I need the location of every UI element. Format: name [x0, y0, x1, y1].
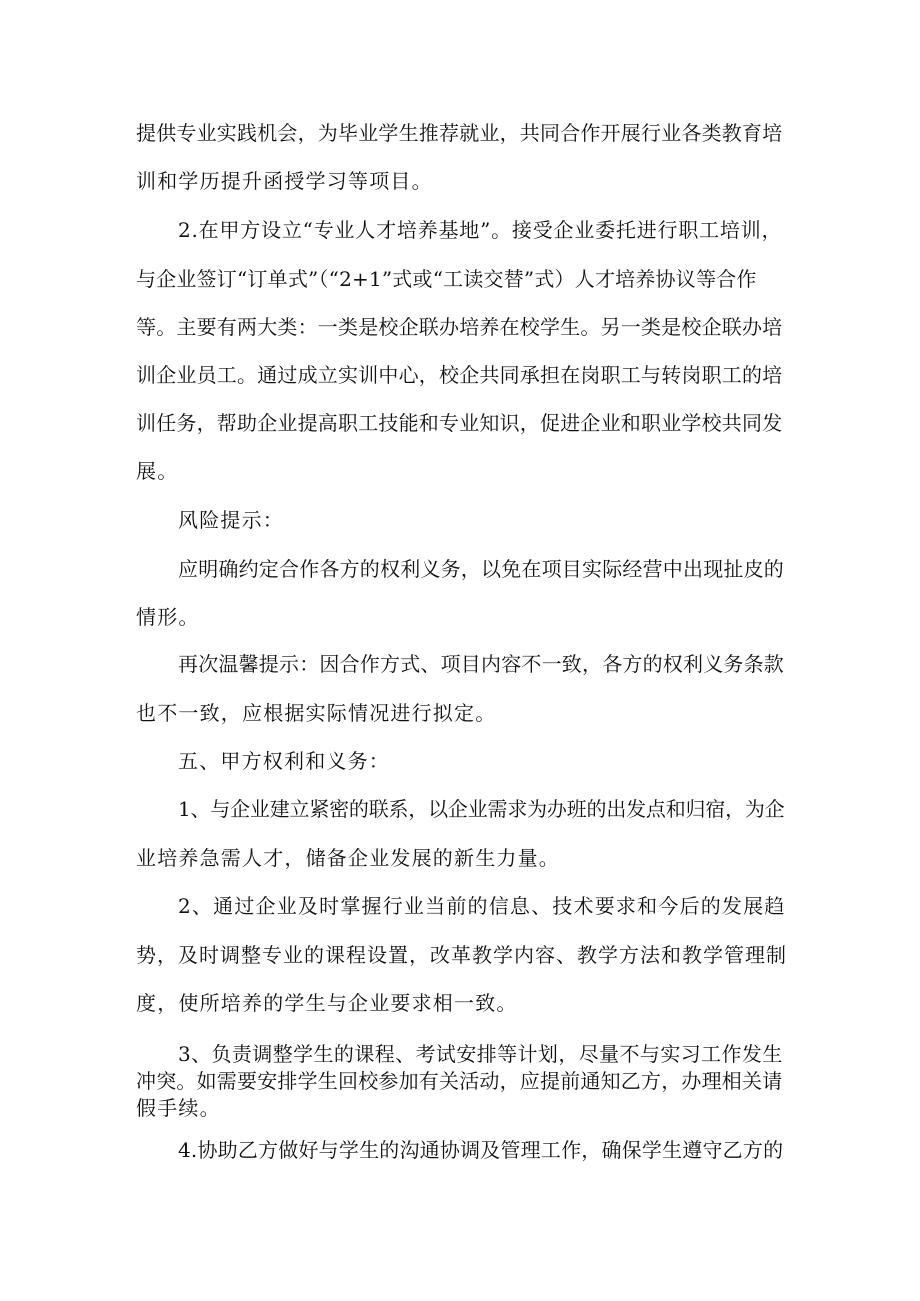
text-line-5: 等。主要有两大类：一类是校企联办培养在校学生。另一类是校企联办培 — [136, 315, 783, 339]
text-line-18: 势，及时调整专业的课程设置，改革教学内容、教学方法和教学管理制 — [136, 943, 787, 967]
text-line-23: 4.协助乙方做好与学生的沟通协调及管理工作，确保学生遵守乙方的 — [178, 1138, 784, 1162]
text-line-3: 2.在甲方设立“专业人才培养基地”。接受企业委托进行职工培训， — [178, 218, 783, 242]
text-line-13: 也不一致，应根据实际情况进行拟定。 — [136, 701, 497, 725]
text-line-17: 2、通过企业及时掌握行业当前的信息、技术要求和今后的发展趋 — [178, 894, 786, 918]
text-line-4: 与企业签订“订单式”（“2+1”式或“工读交替”式）人才培养协议等合作 — [136, 267, 757, 291]
text-line-11: 情形。 — [136, 605, 200, 629]
text-line-15: 1、与企业建立紧密的联系，以企业需求为办班的出发点和归宿，为企 — [178, 797, 785, 821]
text-line-12: 再次温馨提示：因合作方式、项目内容不一致，各方的权利义务条款 — [178, 652, 784, 676]
text-line-22: 假手续。 — [136, 1096, 221, 1120]
text-line-19: 度，使所培养的学生与企业要求相一致。 — [136, 991, 518, 1015]
text-line-21: 冲突。如需要安排学生回校参加有关活动，应提前通知乙方，办理相关请 — [136, 1069, 783, 1093]
text-line-10: 应明确约定合作各方的权利义务，以免在项目实际经营中出现扯皮的 — [178, 557, 784, 581]
text-line-20: 3、负责调整学生的课程、考试安排等计划，尽量不与实习工作发生 — [178, 1042, 783, 1066]
text-line-7: 训任务，帮助企业提高职工技能和专业知识，促进企业和职业学校共同发 — [136, 411, 783, 435]
section-heading: 五、甲方权利和义务： — [178, 749, 390, 773]
text-line-16: 业培养急需人才，储备企业发展的新生力量。 — [136, 846, 560, 870]
risk-heading: 风险提示： — [178, 508, 284, 532]
text-line-2: 训和学历提升函授学习等项目。 — [136, 169, 433, 193]
text-line-6: 训企业员工。通过成立实训中心，校企共同承担在岗职工与转岗职工的培 — [136, 363, 783, 387]
text-line-8: 展。 — [136, 459, 179, 483]
text-line-1: 提供专业实践机会，为毕业学生推荐就业，共同合作开展行业各类教育培 — [136, 121, 783, 145]
